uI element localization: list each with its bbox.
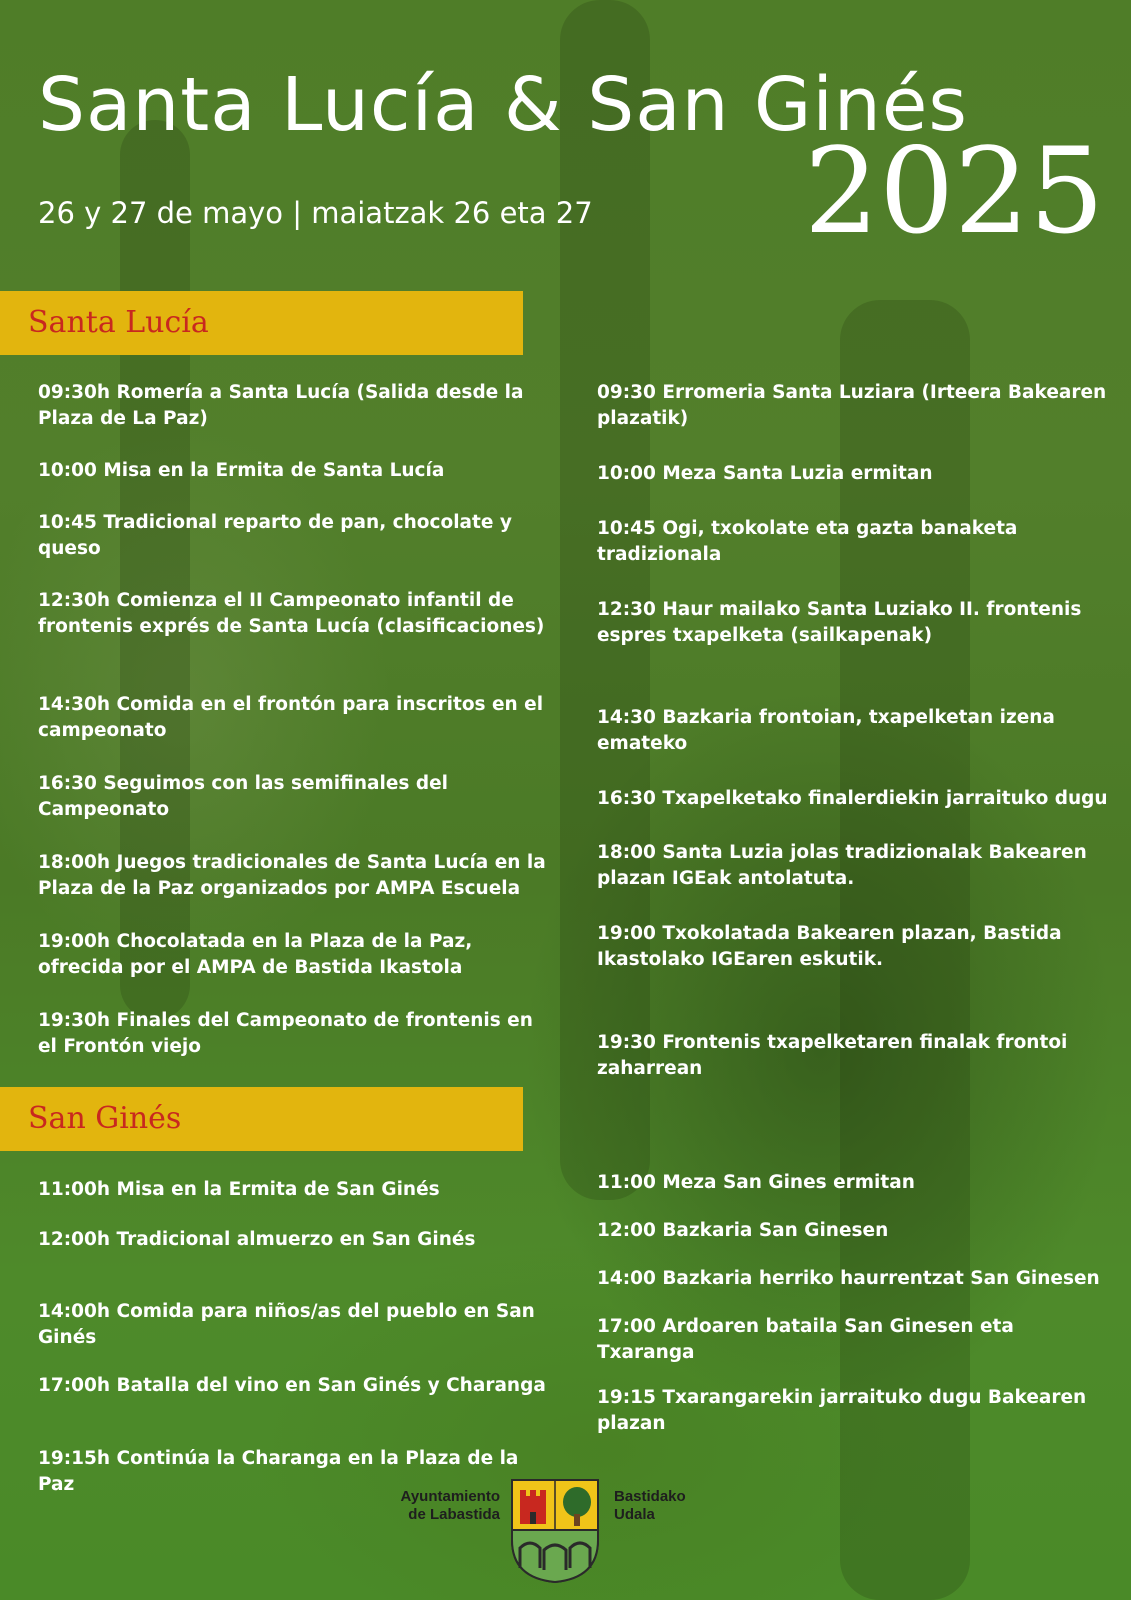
event-item: 16:30 Txapelketako finalerdiekin jarraituko dugu [597, 788, 1108, 809]
event-item: 19:00 Txokolatada Bakearen plazan, Bastida Ikastolako IGEaren eskutik. [597, 923, 1062, 970]
event-item: 17:00 Ardoaren bataila San Ginesen eta Txaranga [597, 1316, 1014, 1363]
event-item: 11:00h Misa en la Ermita de San Ginés [38, 1179, 440, 1200]
event-item: 09:30h Romería a Santa Lucía (Salida desde la Plaza de La Paz) [38, 382, 524, 429]
event-item: 10:45 Tradicional reparto de pan, chocolate y queso [38, 512, 512, 559]
event-item: 10:00 Misa en la Ermita de Santa Lucía [38, 460, 445, 481]
section-band-san-gines [0, 1087, 523, 1151]
ayuntamiento-line2: de Labastida [408, 1506, 500, 1523]
event-item: 11:00 Meza San Gines ermitan [597, 1172, 915, 1193]
event-item: 18:00 Santa Luzia jolas tradizionalak Bakearen plazan IGEak antolatuta. [597, 842, 1087, 889]
page-title: Santa Lucía & San Ginés [38, 62, 968, 148]
event-item: 19:30 Frontenis txapelketaren finalak frontoi zaharrean [597, 1032, 1068, 1079]
coat-of-arms-icon [510, 1478, 600, 1584]
year: 2025 [804, 122, 1105, 260]
event-item: 19:15h Continúa la Charanga en la Plaza de la Paz [38, 1448, 519, 1495]
event-item: 10:45 Ogi, txokolate eta gazta banaketa tradizionala [597, 518, 1018, 565]
event-item: 14:00 Bazkaria herriko haurrentzat San Ginesen [597, 1268, 1100, 1289]
event-dates: 26 y 27 de mayo | maiatzak 26 eta 27 [38, 196, 593, 230]
event-item: 14:30 Bazkaria frontoian, txapelketan izena emateko [597, 707, 1055, 754]
event-item: 19:00h Chocolatada en la Plaza de la Paz, ofrecida por el AMPA de Bastida Ikastola [38, 931, 473, 978]
event-item: 10:00 Meza Santa Luzia ermitan [597, 463, 933, 484]
ayuntamiento-label [360, 1488, 500, 1524]
event-item: 12:30h Comienza el II Campeonato infantil de frontenis exprés de Santa Lucía (clasificaciones) [38, 590, 545, 637]
udala-line1: Bastidako [614, 1488, 686, 1505]
section-title: San Ginés [28, 1101, 182, 1136]
udala-label [614, 1488, 754, 1524]
event-item: 09:30 Erromeria Santa Luziara (Irteera Bakearen plazatik) [597, 382, 1107, 429]
event-item: 19:15 Txarangarekin jarraituko dugu Bakearen plazan [597, 1387, 1087, 1434]
event-item: 18:00h Juegos tradicionales de Santa Lucía en la Plaza de la Paz organizados por AMPA Escuela [38, 852, 546, 899]
event-item: 16:30 Seguimos con las semifinales del Campeonato [38, 773, 448, 820]
section-title: Santa Lucía [28, 305, 209, 340]
section-band-santa-lucia [0, 291, 523, 355]
event-item: 12:30 Haur mailako Santa Luziako II. frontenis espres txapelketa (sailkapenak) [597, 599, 1082, 646]
event-item: 12:00h Tradicional almuerzo en San Ginés [38, 1229, 476, 1250]
ayuntamiento-line1: Ayuntamiento [400, 1488, 500, 1505]
event-item: 19:30h Finales del Campeonato de frontenis en el Frontón viejo [38, 1010, 533, 1057]
udala-line2: Udala [614, 1506, 655, 1523]
event-item: 12:00 Bazkaria San Ginesen [597, 1220, 889, 1241]
event-item: 14:00h Comida para niños/as del pueblo en San Ginés [38, 1301, 535, 1348]
event-item: 17:00h Batalla del vino en San Ginés y Charanga [38, 1375, 546, 1396]
event-item: 14:30h Comida en el frontón para inscritos en el campeonato [38, 694, 544, 741]
